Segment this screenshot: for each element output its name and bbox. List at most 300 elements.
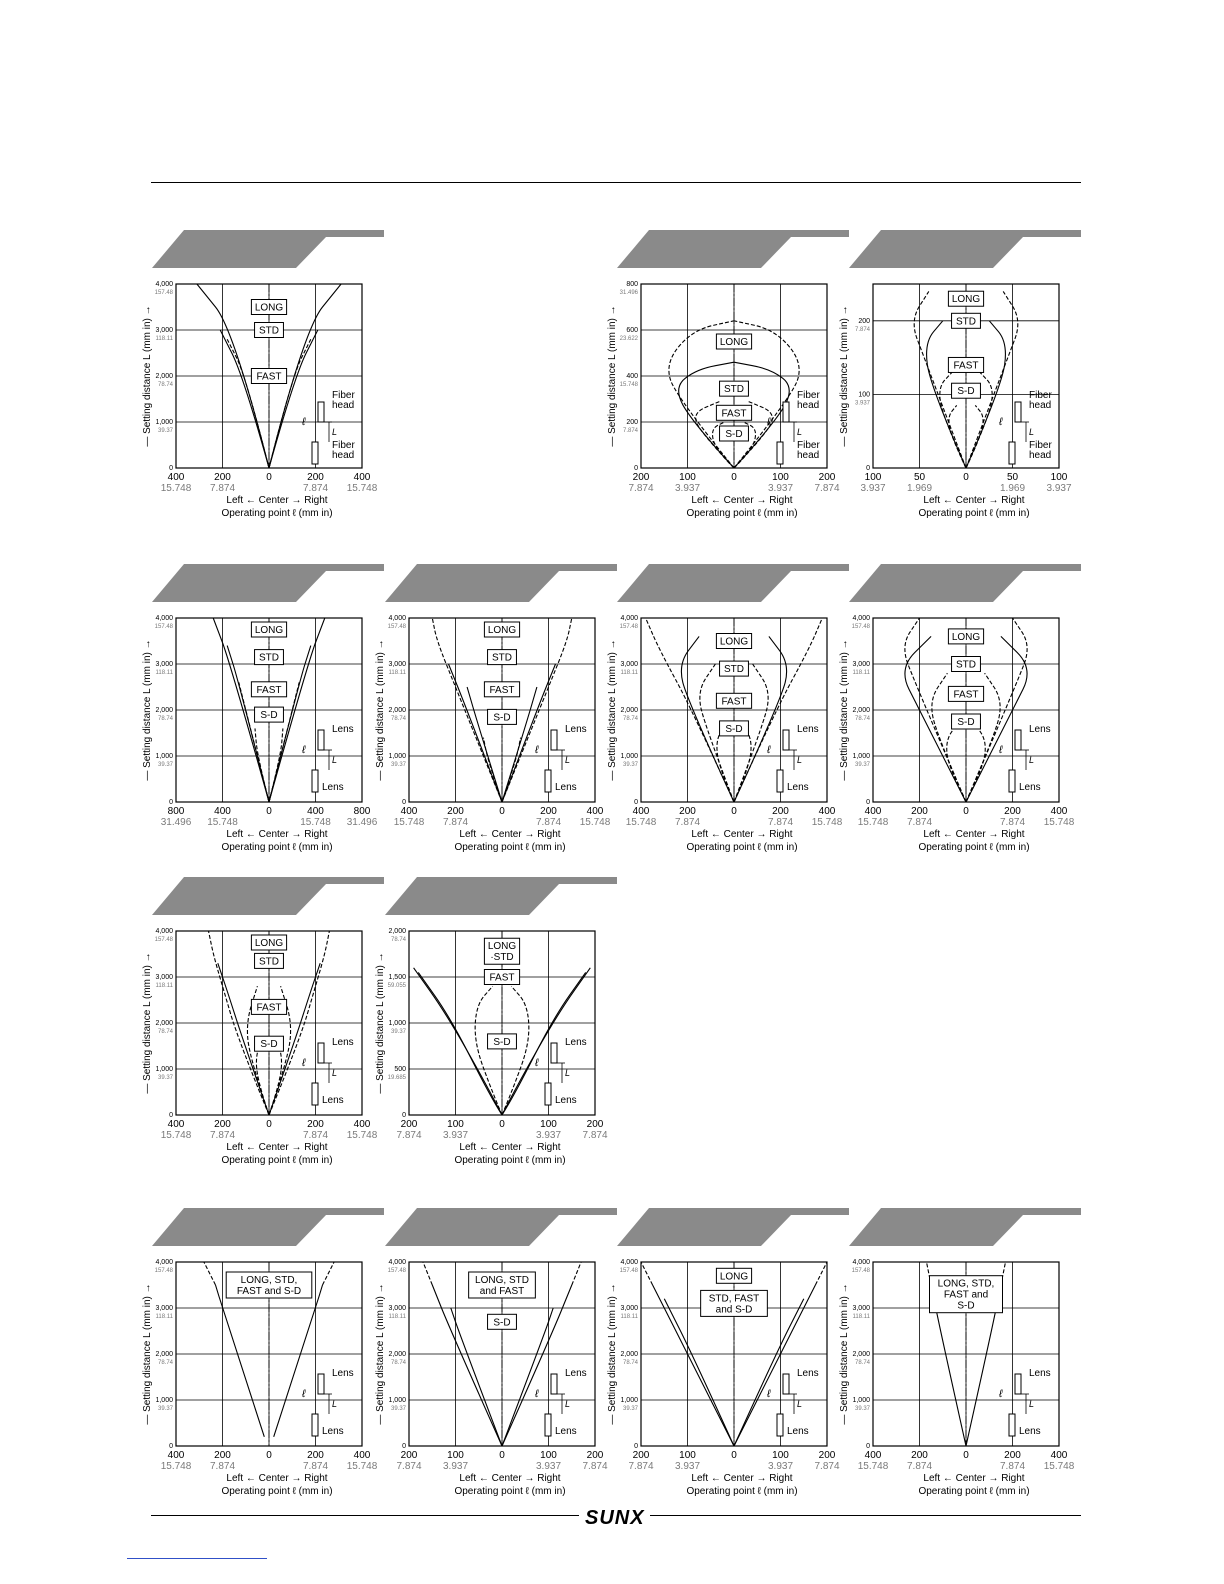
x-tick-label: 0 — [499, 806, 505, 817]
y-tick-inch: 78.74 — [157, 716, 173, 722]
title-banner — [617, 230, 849, 268]
x-tick-label: 200 — [540, 806, 557, 817]
y-tick-label: 0 — [169, 465, 173, 472]
operating-point-symbol: ℓ — [999, 416, 1003, 428]
chart-r4c3 — [607, 1208, 849, 1508]
x-tick-label: 200 — [307, 1450, 324, 1461]
dimension-L: L — [797, 1399, 803, 1409]
x-tick-inch: 15.748 — [1043, 1461, 1075, 1472]
y-tick-label: 2,000 — [155, 1351, 173, 1358]
head-label: Lens — [1029, 724, 1051, 735]
y-tick-label: 0 — [634, 465, 638, 472]
receiver-head-icon — [545, 1083, 551, 1105]
y-tick-label: 2,000 — [155, 707, 173, 714]
y-tick-label: 1,000 — [388, 1020, 406, 1027]
chart-panel-r3c2 — [375, 877, 617, 1177]
legend-label: STD — [259, 956, 279, 968]
emitter-head-icon — [318, 1374, 324, 1394]
x-tick-inch: 3.937 — [860, 483, 886, 494]
emitter-head-icon — [1015, 402, 1021, 422]
y-tick-label: 2,000 — [155, 373, 173, 380]
legend-label: S-D — [493, 1036, 511, 1048]
x-tick-inch: 7.874 — [814, 1461, 840, 1472]
emitter-head-icon — [318, 730, 324, 750]
receiver-head-icon — [1009, 770, 1015, 792]
x-axis-direction: Left ← Center → Right — [923, 1473, 1025, 1484]
legend-label: STD — [724, 664, 744, 676]
x-axis-direction: Left ← Center → Right — [459, 1142, 561, 1153]
y-tick-inch: 118.11 — [155, 1314, 173, 1320]
x-axis-direction: Left ← Center → Right — [226, 1142, 328, 1153]
legend-label: S-D — [957, 1300, 975, 1312]
title-banner — [152, 230, 384, 268]
y-tick-inch: 39.37 — [390, 762, 406, 768]
head-label: Lens — [1019, 782, 1041, 793]
dimension-L: L — [332, 755, 338, 765]
x-tick-label: 200 — [586, 1119, 604, 1130]
legend-label: FAST — [489, 972, 515, 984]
x-tick-label: 200 — [679, 806, 696, 817]
chart-panel-r2c4 — [839, 564, 1081, 864]
x-tick-inch: 7.874 — [906, 817, 933, 828]
curve-3-left — [949, 405, 966, 468]
y-tick-inch: 157.48 — [851, 624, 870, 630]
x-tick-inch: 3.937 — [442, 1130, 469, 1141]
x-axis-direction: Left ← Center → Right — [691, 1473, 793, 1484]
x-tick-inch: 7.874 — [209, 1461, 236, 1472]
operating-point-symbol: ℓ — [767, 416, 771, 428]
x-tick-label: 200 — [911, 806, 928, 817]
x-tick-inch: 15.748 — [300, 817, 331, 828]
chart-r1c4 — [839, 230, 1081, 530]
y-tick-inch: 39.37 — [157, 1406, 173, 1412]
x-tick-label: 200 — [818, 472, 836, 483]
legend-label: STD, FAST — [708, 1293, 760, 1305]
legend-label: S-D — [957, 717, 975, 728]
receiver-head-icon — [312, 442, 318, 464]
x-tick-label: 0 — [731, 806, 737, 817]
x-axis-direction: Left ← Center → Right — [923, 495, 1025, 506]
y-tick-label: 0 — [866, 465, 870, 472]
legend-label: STD — [492, 652, 512, 664]
legend-label: FAST — [721, 696, 747, 708]
x-axis-label: Operating point ℓ (mm in) — [454, 1155, 566, 1166]
operating-point-symbol: ℓ — [535, 1057, 539, 1069]
x-axis-direction: Left ← Center → Right — [923, 829, 1025, 840]
head-label: Lens — [332, 1037, 354, 1048]
y-tick-inch: 78.74 — [157, 1360, 173, 1366]
y-tick-inch: 39.37 — [622, 1406, 638, 1412]
chart-r2c4 — [839, 564, 1081, 864]
x-tick-label: 0 — [731, 472, 737, 483]
x-tick-inch: 15.748 — [579, 817, 611, 828]
legend-label: S-D — [957, 386, 975, 398]
y-tick-inch: 118.11 — [155, 336, 173, 342]
chart-r4c4 — [839, 1208, 1081, 1508]
x-tick-inch: 7.874 — [582, 1130, 608, 1141]
legend-label: FAST — [953, 689, 979, 701]
brand-logo: SUNX — [585, 1507, 645, 1529]
curve-2-right — [269, 339, 311, 468]
head-label: Lens — [565, 1368, 587, 1379]
y-tick-inch: 118.11 — [155, 983, 173, 989]
y-tick-inch: 78.74 — [854, 716, 870, 722]
x-tick-inch: 15.748 — [625, 817, 657, 828]
x-axis-label: Operating point ℓ (mm in) — [221, 1486, 333, 1497]
x-tick-label: 100 — [772, 472, 789, 483]
operating-point-symbol: ℓ — [302, 744, 306, 756]
x-axis-label: Operating point ℓ (mm in) — [686, 1486, 798, 1497]
chart-r1c3 — [607, 230, 849, 530]
legend-label: LONG — [254, 302, 284, 314]
x-tick-label: 400 — [632, 806, 650, 817]
legend-label: LONG, STD, — [937, 1278, 995, 1290]
y-tick-label: 0 — [402, 799, 406, 806]
title-banner — [849, 230, 1081, 268]
x-tick-label: 800 — [167, 806, 185, 817]
head-label: Lens — [1019, 1426, 1041, 1437]
y-tick-inch: 39.37 — [854, 1406, 870, 1412]
receiver-head-icon — [312, 770, 318, 792]
x-tick-inch: 1.969 — [906, 483, 933, 494]
x-tick-inch: 7.874 — [674, 817, 701, 828]
y-tick-label: 3,000 — [155, 974, 173, 981]
x-tick-label: 200 — [818, 1450, 836, 1461]
x-tick-inch: 15.748 — [346, 1461, 378, 1472]
head-label: Lens — [565, 1037, 587, 1048]
x-tick-label: 200 — [447, 806, 464, 817]
x-tick-inch: 7.874 — [209, 483, 236, 494]
dimension-L: L — [797, 755, 803, 765]
x-tick-inch: 15.748 — [811, 817, 843, 828]
legend-label: S-D — [493, 712, 511, 724]
x-tick-label: 200 — [307, 472, 324, 483]
y-axis-label: — Setting distance L (mm in) → — [607, 1283, 618, 1425]
y-tick-label: 3,000 — [852, 661, 870, 668]
x-tick-label: 100 — [864, 472, 882, 483]
legend-label: FAST and — [943, 1289, 989, 1301]
footer-rule-right — [650, 1515, 1081, 1516]
chart-r2c1 — [142, 564, 384, 864]
chart-r4c2 — [375, 1208, 617, 1508]
chart-r1c1 — [142, 230, 384, 530]
y-tick-label: 3,000 — [620, 1305, 638, 1312]
title-banner — [152, 564, 384, 602]
legend-label: LONG — [254, 625, 284, 636]
x-tick-label: 400 — [864, 806, 882, 817]
curve-1-right — [269, 330, 318, 468]
x-tick-inch: 15.748 — [1043, 817, 1075, 828]
y-tick-inch: 3.937 — [854, 400, 870, 407]
curve-1-left — [423, 1262, 432, 1285]
y-tick-label: 2,000 — [155, 1020, 173, 1027]
y-tick-inch: 15.748 — [619, 382, 638, 388]
legend-label: FAST — [721, 408, 747, 420]
x-tick-label: 400 — [214, 806, 231, 817]
emitter-head-icon — [318, 1043, 324, 1063]
curve-1-left — [641, 1262, 653, 1285]
y-tick-label: 2,000 — [388, 928, 406, 935]
legend-label: ·STD — [490, 952, 514, 964]
x-tick-inch: 7.874 — [209, 1130, 236, 1141]
x-axis-label: Operating point ℓ (mm in) — [221, 1155, 333, 1166]
y-axis-label: — Setting distance L (mm in) → — [142, 639, 153, 781]
y-tick-inch: 118.11 — [620, 1314, 638, 1320]
y-tick-label: 3,000 — [155, 661, 173, 668]
curve-1-left — [220, 330, 269, 468]
y-tick-label: 3,000 — [852, 1305, 870, 1312]
y-tick-label: 3,000 — [620, 661, 638, 668]
x-tick-label: 400 — [818, 806, 836, 817]
y-tick-label: 2,000 — [620, 1351, 638, 1358]
x-axis-direction: Left ← Center → Right — [226, 495, 328, 506]
x-tick-label: 0 — [963, 472, 969, 483]
emitter-head-icon — [318, 402, 324, 422]
title-banner — [152, 1208, 384, 1246]
legend-label: LONG, STD — [475, 1275, 529, 1286]
y-tick-label: 1,000 — [388, 753, 406, 760]
y-tick-inch: 118.11 — [852, 670, 870, 676]
x-axis-direction: Left ← Center → Right — [226, 1473, 328, 1484]
y-tick-inch: 78.74 — [157, 382, 173, 388]
x-tick-label: 0 — [963, 806, 969, 817]
x-tick-label: 0 — [499, 1119, 505, 1130]
emitter-head-icon — [1015, 730, 1021, 750]
y-tick-label: 4,000 — [852, 1259, 870, 1266]
title-banner — [385, 877, 617, 915]
x-axis-label: Operating point ℓ (mm in) — [221, 842, 333, 853]
legend-label: FAST — [256, 1002, 282, 1014]
y-tick-label: 200 — [626, 419, 638, 426]
chart-panel-r4c4 — [839, 1208, 1081, 1508]
x-tick-inch: 31.496 — [346, 817, 378, 828]
head-label: Fiber — [332, 390, 355, 401]
y-tick-label: 4,000 — [388, 615, 406, 622]
x-tick-label: 100 — [1050, 472, 1068, 483]
x-tick-inch: 3.937 — [535, 1461, 562, 1472]
head-label: head — [332, 400, 355, 411]
x-tick-label: 400 — [307, 806, 324, 817]
curve-3-right — [502, 738, 521, 802]
y-tick-inch: 39.37 — [390, 1406, 406, 1412]
title-banner — [385, 564, 617, 602]
x-tick-label: 200 — [586, 1450, 604, 1461]
x-tick-label: 100 — [679, 472, 696, 483]
chart-r4c1 — [142, 1208, 384, 1508]
y-tick-label: 4,000 — [155, 615, 173, 622]
y-tick-label: 2,000 — [852, 1351, 870, 1358]
y-tick-label: 1,000 — [155, 753, 173, 760]
y-tick-label: 3,000 — [155, 327, 173, 334]
x-axis-direction: Left ← Center → Right — [459, 829, 561, 840]
x-tick-inch: 3.937 — [674, 483, 701, 494]
x-tick-inch: 15.748 — [393, 817, 425, 828]
x-axis-label: Operating point ℓ (mm in) — [918, 842, 1030, 853]
y-tick-inch: 19.685 — [387, 1075, 406, 1081]
x-tick-label: 0 — [499, 1450, 505, 1461]
y-tick-label: 0 — [634, 799, 638, 806]
x-tick-inch: 7.874 — [582, 1461, 608, 1472]
y-tick-inch: 157.48 — [154, 624, 173, 630]
legend-label: S-D — [260, 1039, 278, 1051]
chart-panel-r2c2 — [375, 564, 617, 864]
x-tick-inch: 7.874 — [442, 817, 469, 828]
dimension-L: L — [797, 427, 803, 437]
legend-label: STD — [724, 384, 744, 396]
head-label: Lens — [332, 724, 354, 735]
x-tick-inch: 7.874 — [628, 483, 654, 494]
x-axis-label: Operating point ℓ (mm in) — [686, 508, 798, 519]
head-label: head — [1029, 450, 1052, 461]
x-tick-label: 100 — [447, 1450, 464, 1461]
head-label: Lens — [1029, 1368, 1051, 1379]
x-tick-label: 400 — [1050, 1450, 1068, 1461]
legend-label: STD — [956, 659, 976, 671]
x-tick-inch: 3.937 — [1046, 483, 1072, 494]
operating-point-symbol: ℓ — [999, 1388, 1003, 1400]
x-tick-label: 200 — [400, 1119, 418, 1130]
head-label: Fiber — [1029, 390, 1052, 401]
y-tick-inch: 78.74 — [390, 937, 406, 943]
legend-label: LONG — [719, 1271, 749, 1283]
chart-r3c1 — [142, 877, 384, 1177]
x-tick-label: 100 — [540, 1450, 557, 1461]
y-tick-label: 1,000 — [155, 419, 173, 426]
x-axis-direction: Left ← Center → Right — [691, 495, 793, 506]
x-tick-inch: 7.874 — [999, 817, 1026, 828]
y-tick-label: 1,000 — [852, 1397, 870, 1404]
y-tick-inch: 118.11 — [388, 670, 406, 676]
y-tick-label: 0 — [169, 1443, 173, 1450]
chart-r2c2 — [375, 564, 617, 864]
curve-2-left — [475, 986, 502, 1115]
emitter-head-icon — [783, 1374, 789, 1394]
dimension-L: L — [565, 1399, 571, 1409]
x-tick-inch: 7.874 — [302, 1461, 329, 1472]
y-tick-inch: 7.874 — [854, 326, 870, 333]
head-label: Lens — [555, 1095, 577, 1106]
y-tick-inch: 157.48 — [154, 290, 173, 296]
dimension-L: L — [1029, 1399, 1035, 1409]
curve-2-left — [664, 1299, 734, 1446]
y-axis-label: — Setting distance L (mm in) → — [375, 639, 386, 781]
curve-3-left — [255, 728, 269, 802]
link-underline — [127, 1558, 267, 1559]
x-tick-label: 400 — [167, 1450, 185, 1461]
operating-point-symbol: ℓ — [999, 744, 1003, 756]
x-tick-label: 100 — [447, 1119, 464, 1130]
x-tick-label: 0 — [266, 1119, 272, 1130]
x-axis-direction: Left ← Center → Right — [459, 1473, 561, 1484]
x-tick-inch: 7.874 — [906, 1461, 933, 1472]
head-label: Lens — [787, 782, 809, 793]
chart-r3c2 — [375, 877, 617, 1177]
legend-label: LONG — [951, 294, 981, 306]
x-tick-inch: 7.874 — [535, 817, 562, 828]
x-tick-label: 400 — [586, 806, 604, 817]
emitter-head-icon — [551, 730, 557, 750]
title-banner — [385, 1208, 617, 1246]
x-tick-inch: 7.874 — [999, 1461, 1026, 1472]
receiver-head-icon — [545, 770, 551, 792]
y-axis-label: — Setting distance L (mm in) → — [607, 305, 618, 447]
y-tick-label: 0 — [169, 1112, 173, 1119]
head-label: head — [797, 450, 820, 461]
x-tick-label: 200 — [214, 1450, 231, 1461]
y-tick-inch: 39.37 — [157, 428, 173, 434]
x-axis-label: Operating point ℓ (mm in) — [686, 842, 798, 853]
x-tick-inch: 15.748 — [160, 1461, 192, 1472]
curve-1-right — [572, 1262, 581, 1285]
y-axis-label: — Setting distance L (mm in) → — [142, 1283, 153, 1425]
x-tick-inch: 31.496 — [160, 817, 192, 828]
x-tick-inch: 3.937 — [674, 1461, 701, 1472]
header-rule — [151, 182, 1081, 183]
head-label: Lens — [797, 1368, 819, 1379]
chart-panel-r2c3 — [607, 564, 849, 864]
y-tick-inch: 78.74 — [390, 1360, 406, 1366]
y-tick-label: 100 — [858, 391, 870, 399]
emitter-head-icon — [1015, 1374, 1021, 1394]
emitter-head-icon — [551, 1043, 557, 1063]
x-tick-label: 400 — [167, 472, 185, 483]
y-tick-label: 2,000 — [852, 707, 870, 714]
y-tick-label: 800 — [626, 281, 638, 288]
x-tick-inch: 7.874 — [302, 1130, 329, 1141]
chart-panel-r4c1 — [142, 1208, 384, 1508]
operating-point-symbol: ℓ — [302, 416, 306, 428]
x-tick-inch: 7.874 — [302, 483, 329, 494]
receiver-head-icon — [777, 1414, 783, 1436]
x-tick-inch: 3.937 — [767, 1461, 794, 1472]
x-tick-inch: 15.748 — [207, 817, 238, 828]
legend-label: LONG — [951, 631, 981, 643]
dimension-L: L — [332, 1068, 338, 1078]
head-label: head — [1029, 400, 1052, 411]
y-tick-inch: 78.74 — [157, 1029, 173, 1035]
x-tick-label: 200 — [772, 806, 789, 817]
dimension-L: L — [332, 427, 338, 437]
y-tick-label: 0 — [866, 1443, 870, 1450]
curve-0-right — [502, 1285, 572, 1446]
head-label: Fiber — [797, 390, 820, 401]
y-tick-inch: 78.74 — [390, 716, 406, 722]
x-tick-label: 0 — [266, 806, 272, 817]
x-tick-label: 200 — [632, 1450, 650, 1461]
y-axis-label: — Setting distance L (mm in) → — [142, 952, 153, 1094]
x-tick-label: 800 — [353, 806, 371, 817]
head-label: Lens — [332, 1368, 354, 1379]
legend-label: and S-D — [715, 1304, 753, 1316]
x-axis-direction: Left ← Center → Right — [226, 829, 328, 840]
y-tick-inch: 39.37 — [390, 1029, 406, 1035]
x-tick-label: 200 — [911, 1450, 928, 1461]
head-label: head — [797, 400, 820, 411]
y-tick-label: 3,000 — [388, 661, 406, 668]
y-tick-inch: 23.622 — [619, 336, 638, 342]
x-tick-label: 400 — [167, 1119, 185, 1130]
title-banner — [617, 564, 849, 602]
legend-label: FAST — [489, 684, 515, 696]
x-tick-label: 50 — [1006, 472, 1019, 483]
x-tick-inch: 7.874 — [396, 1461, 422, 1472]
legend-label: S-D — [493, 1317, 511, 1329]
emitter-head-icon — [783, 402, 789, 422]
y-tick-label: 0 — [402, 1112, 406, 1119]
y-axis-label: — Setting distance L (mm in) → — [375, 1283, 386, 1425]
y-tick-inch: 39.37 — [157, 762, 173, 768]
y-tick-label: 4,000 — [155, 281, 173, 288]
